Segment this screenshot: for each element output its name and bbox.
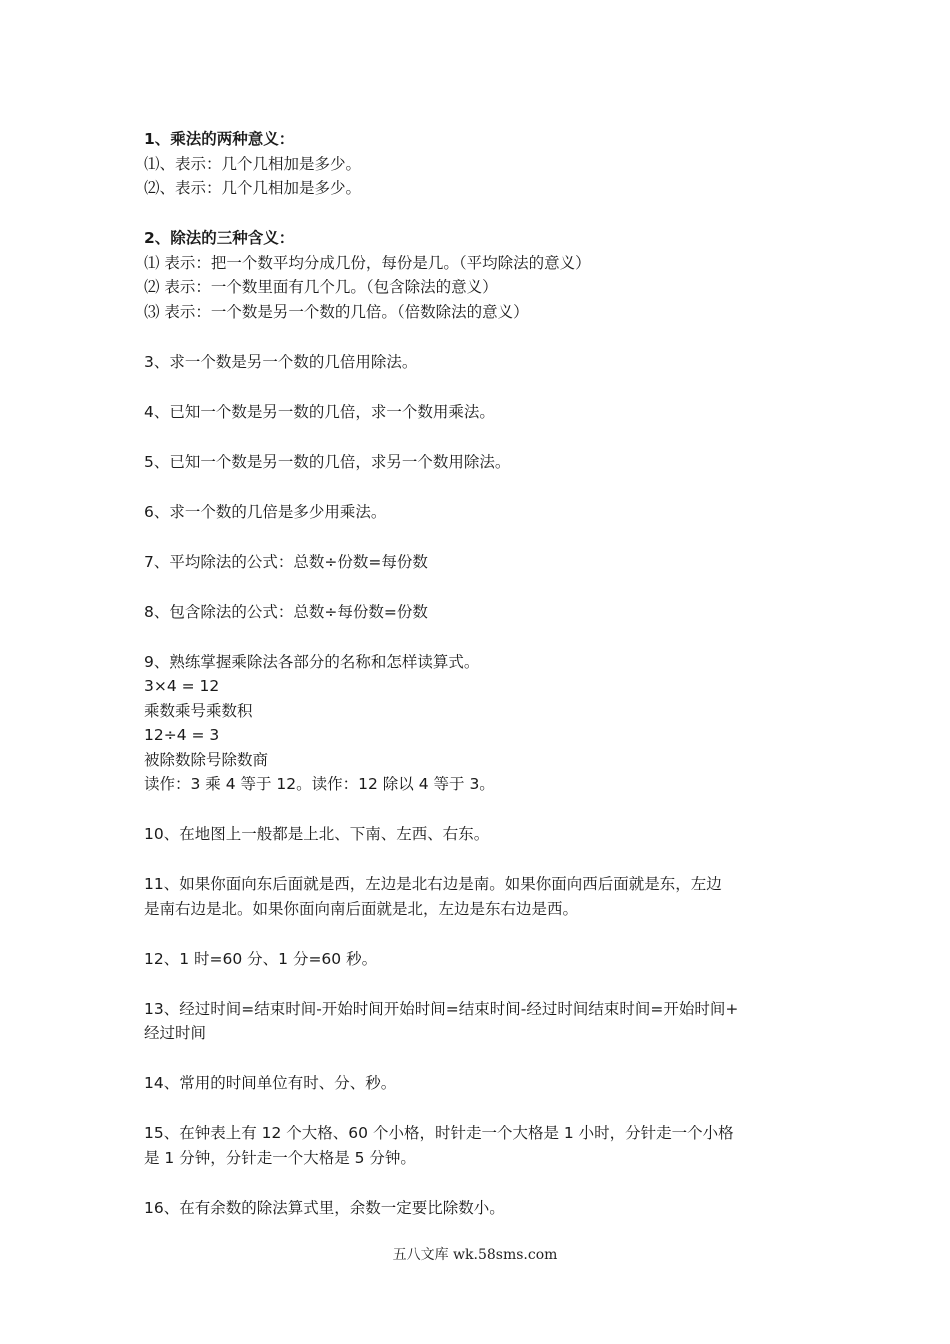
item-14: 14、常用的时间单位有时、分、秒。: [144, 1074, 397, 1092]
item-10: 10、在地图上一般都是上北、下南、左西、右东。: [144, 825, 490, 843]
item-13-line-2: 经过时间: [144, 1024, 207, 1042]
item-11-line-1: 11、如果你面向东后面就是西，左边是北右边是南。如果你面向西后面就是东，左边: [144, 875, 722, 893]
section-2-line-3: ⑶ 表示：一个数是另一个数的几倍。（倍数除法的意义）: [144, 302, 529, 321]
item-9-equation-1: 3×4 = 12: [144, 677, 220, 695]
item-6: 6、求一个数的几倍是多少用乘法。: [144, 502, 387, 521]
item-12: 12、1 时=60 分、1 分=60 秒。: [144, 949, 378, 968]
item-13-line-1: 13、经过时间=结束时间-开始时间开始时间=结束时间-经过时间结束时间=开始时间+: [144, 999, 739, 1018]
item-15-line-1: 15、在钟表上有 12 个大格、60 个小格，时针走一个大格是 1 小时，分针走一个小格: [144, 1124, 734, 1142]
item-9-reading: 读作：3 乘 4 等于 12。读作：12 除以 4 等于 3。: [144, 775, 495, 793]
item-8: 8、包含除法的公式：总数÷每份数=份数: [144, 602, 428, 621]
item-3: 3、求一个数是另一个数的几倍用除法。: [144, 352, 418, 371]
section-1-line-1: ⑴、表示：几个几相加是多少。: [144, 154, 362, 173]
item-4: 4、已知一个数是另一数的几倍，求一个数用乘法。: [144, 402, 495, 421]
page-footer: 五八文库 wk.58sms.com: [392, 1247, 558, 1263]
item-7: 7、平均除法的公式：总数÷份数=每份数: [144, 552, 428, 571]
item-5: 5、已知一个数是另一数的几倍，求另一个数用除法。: [144, 452, 511, 471]
item-9-equation-2: 12÷4 = 3: [144, 726, 220, 744]
document-body: [144, 127, 814, 1220]
section-1-line-2: ⑵、表示：几个几相加是多少。: [144, 179, 362, 197]
section-2-line-2: ⑵ 表示：一个数里面有几个几。（包含除法的意义）: [144, 278, 498, 296]
item-11-line-2: 是南右边是北。如果你面向南后面就是北，左边是东右边是西。: [144, 899, 579, 918]
item-9-names-1: 乘数乘号乘数积: [144, 701, 253, 720]
item-16: 16、在有余数的除法算式里，余数一定要比除数小。: [144, 1198, 505, 1217]
section-1-title: 1、乘法的两种意义：: [144, 130, 295, 148]
section-2-title: 2、除法的三种含义：: [144, 229, 295, 247]
item-15-line-2: 是 1 分钟，分针走一个大格是 5 分钟。: [144, 1148, 416, 1167]
item-9-title: 9、熟练掌握乘除法各部分的名称和怎样读算式。: [144, 652, 480, 671]
item-9-names-2: 被除数除号除数商: [144, 750, 269, 769]
section-2-line-1: ⑴ 表示：把一个数平均分成几份，每份是几。（平均除法的意义）: [144, 253, 591, 272]
